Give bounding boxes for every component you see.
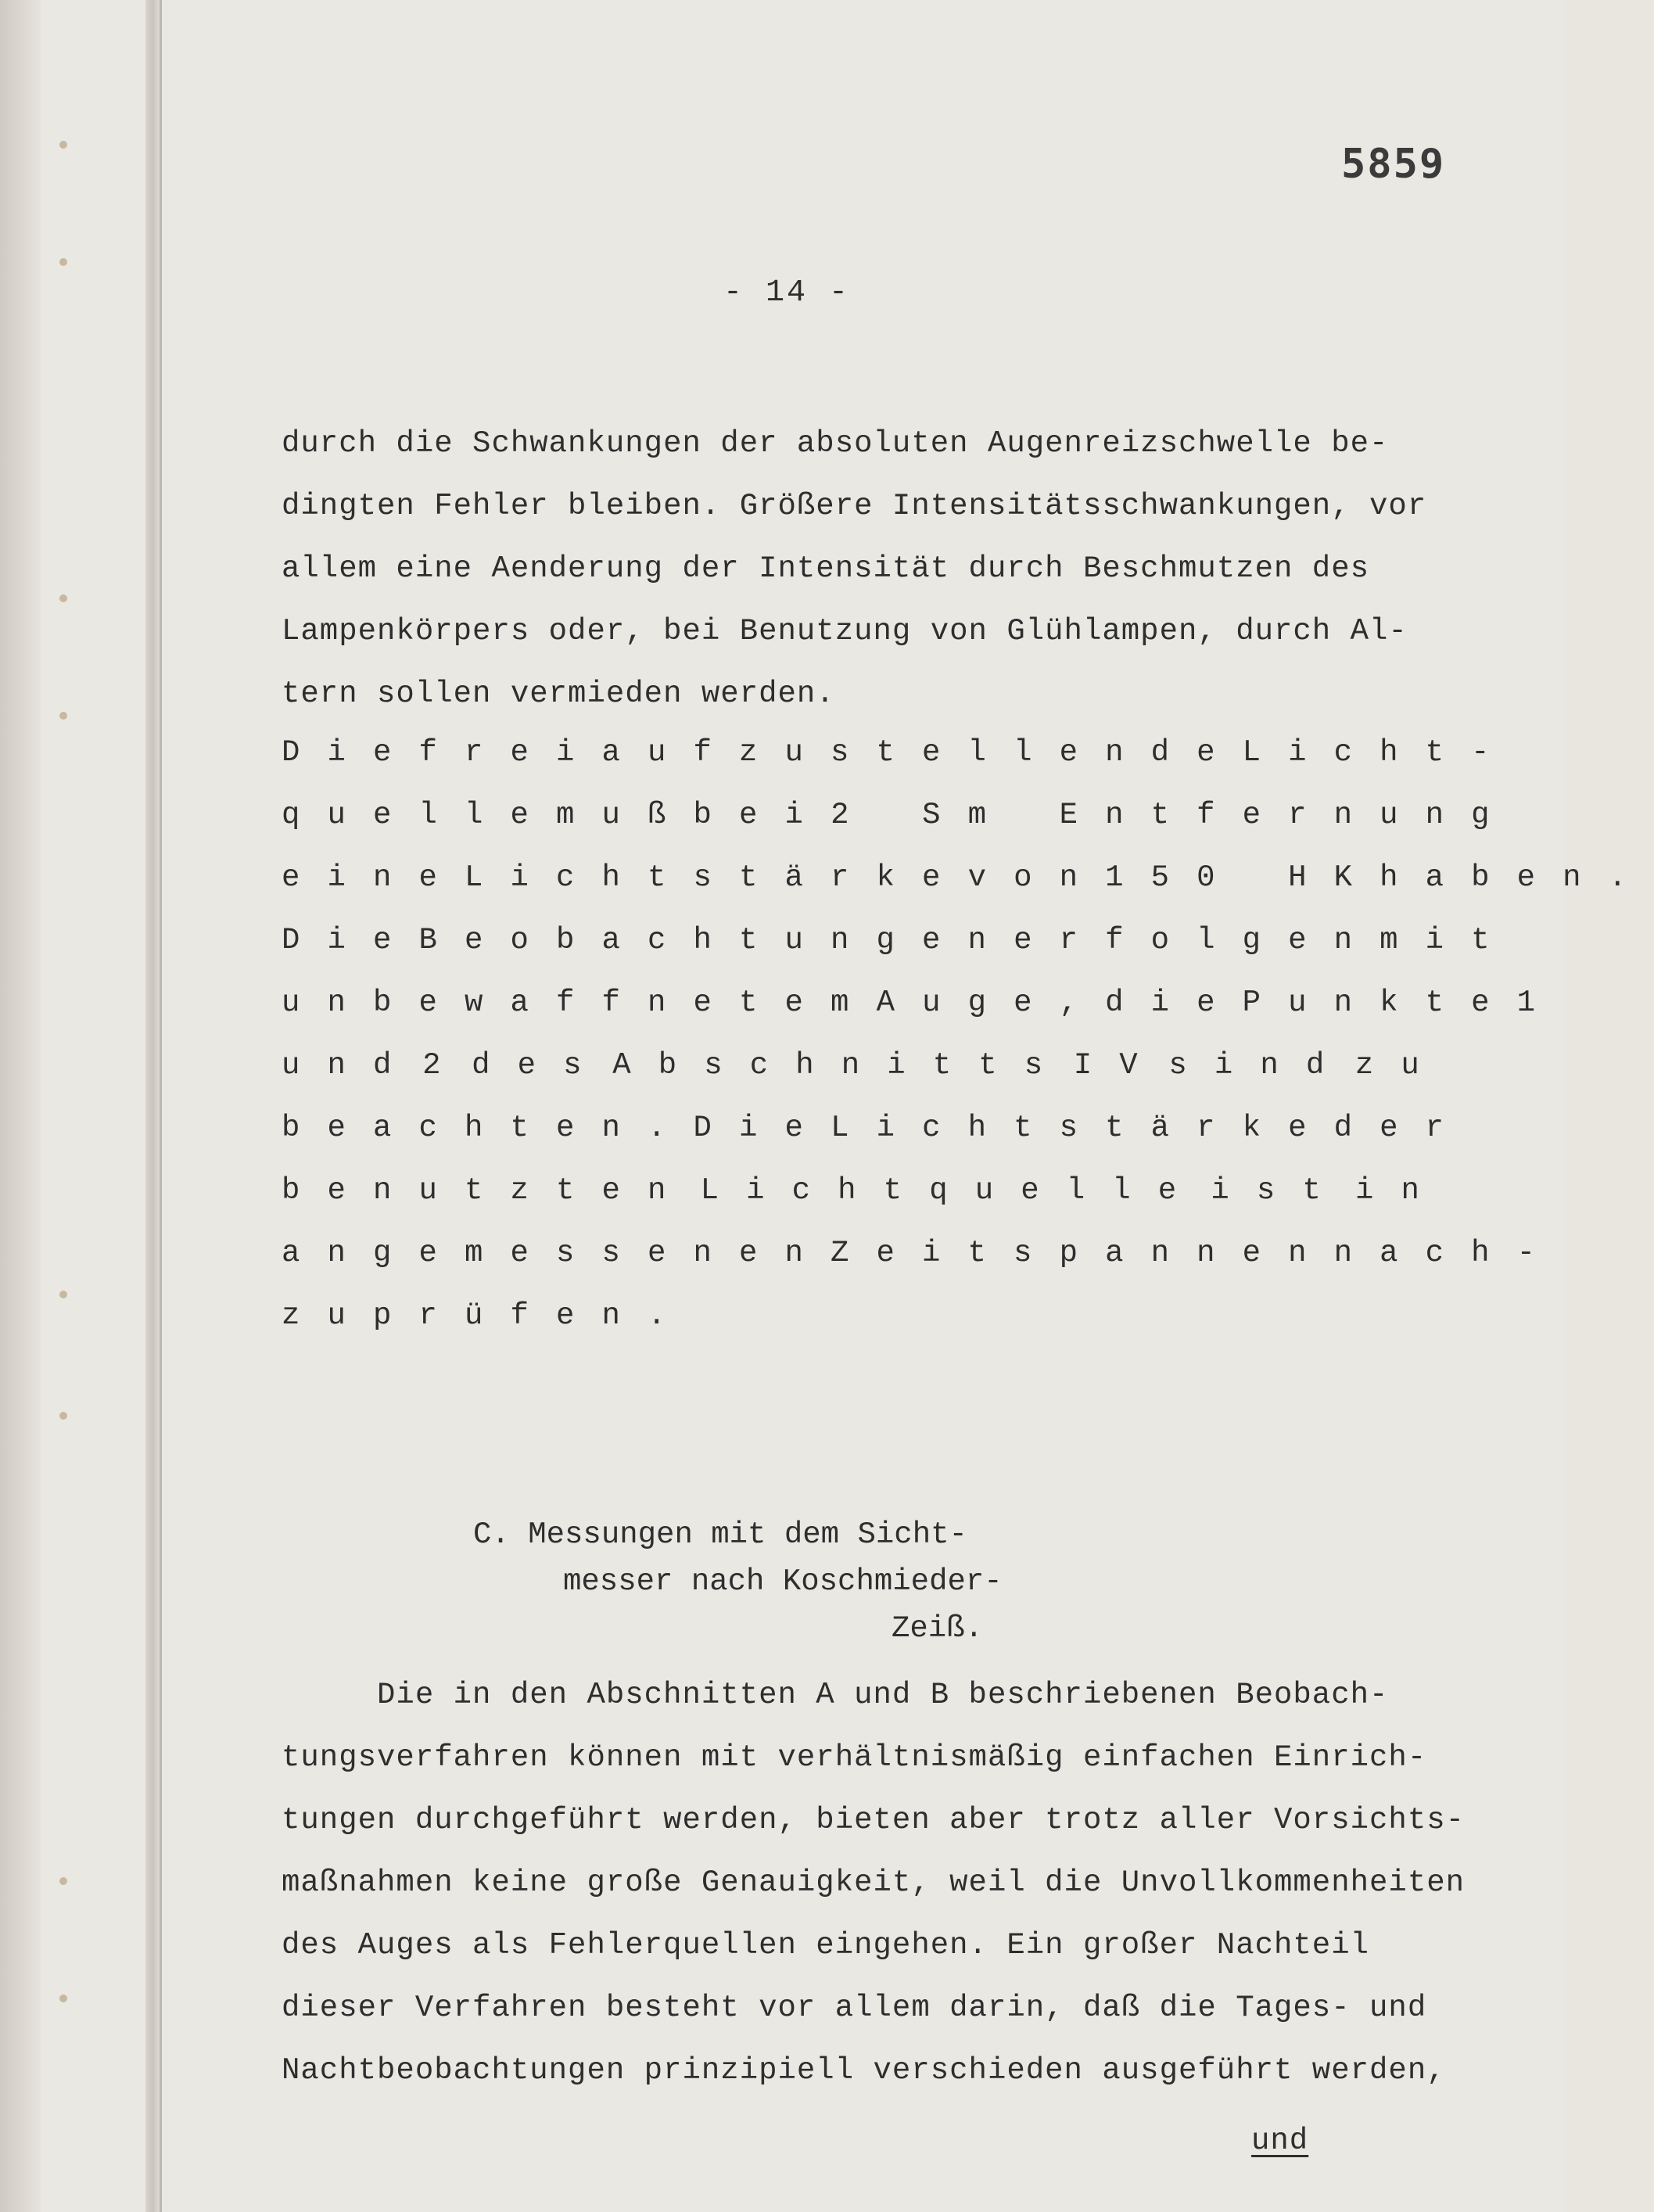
spaced-word: zuprüfen. bbox=[282, 1298, 694, 1333]
spaced-word: nach- bbox=[1333, 1236, 1563, 1270]
spaced-word: erfolgen bbox=[1014, 923, 1380, 957]
punch-hole-mark bbox=[59, 1291, 67, 1298]
spaced-word: die bbox=[1105, 986, 1243, 1020]
text-line: Lampenkörpers oder, bei Benutzung von Glühlampen, durch Al- bbox=[282, 614, 1408, 648]
spaced-word: quelle bbox=[282, 798, 557, 832]
punch-hole-mark bbox=[59, 1412, 67, 1420]
text-line: tungsverfahren können mit verhältnismäßig einfachen Einrich- bbox=[282, 1740, 1427, 1775]
spaced-word: sind bbox=[1168, 1048, 1352, 1083]
spaced-text-line bbox=[282, 798, 1517, 832]
spaced-text-line bbox=[282, 735, 1517, 770]
spaced-word: Die bbox=[282, 923, 419, 957]
spaced-word: mit bbox=[1380, 923, 1517, 957]
spaced-word: muß bbox=[556, 798, 694, 832]
spaced-word: und bbox=[282, 1048, 419, 1083]
spaced-word: Abschnitts bbox=[612, 1048, 1071, 1083]
spaced-word: Lichtstärke bbox=[831, 1111, 1334, 1145]
spaced-text-line bbox=[282, 1048, 1447, 1083]
spaced-text-line bbox=[282, 986, 1563, 1020]
archive-number-stamp: 5859 bbox=[1341, 141, 1446, 188]
text-line: allem eine Aenderung der Intensität durch Beschmutzen des bbox=[282, 551, 1370, 586]
spaced-word: Licht- bbox=[1242, 735, 1517, 770]
page-number: - 14 - bbox=[723, 275, 851, 311]
binding-strip bbox=[145, 0, 160, 2212]
text-line: Die in den Abschnitten A und B beschriebenen Beobach- bbox=[282, 1678, 1389, 1712]
punch-hole-mark bbox=[59, 1877, 67, 1885]
spaced-word: eine bbox=[282, 860, 465, 895]
spaced-text-line bbox=[282, 1173, 1447, 1208]
spaced-word: Punkte bbox=[1242, 986, 1517, 1020]
spaced-word: benutzten bbox=[282, 1173, 694, 1208]
spaced-word: 150 HK bbox=[1105, 860, 1380, 895]
spaced-word: ist bbox=[1211, 1173, 1348, 1208]
spaced-word: Die bbox=[693, 1111, 831, 1145]
spaced-text-line bbox=[282, 923, 1517, 957]
spaced-word: des bbox=[472, 1048, 609, 1083]
text-line: tungen durchgeführt werden, bieten aber trotz aller Vorsichts- bbox=[282, 1803, 1466, 1837]
spaced-word: unbewaffnetem bbox=[282, 986, 877, 1020]
spaced-word: Auge, bbox=[876, 986, 1106, 1020]
catchword: und bbox=[1251, 2124, 1309, 2158]
spaced-word: angemessenen bbox=[282, 1236, 831, 1270]
spaced-word: Zeitspannen bbox=[831, 1236, 1334, 1270]
text-line: maßnahmen keine große Genauigkeit, weil die Unvollkommenheiten bbox=[282, 1865, 1466, 1900]
spaced-word: haben. bbox=[1380, 860, 1654, 895]
spaced-word: Die bbox=[282, 735, 419, 770]
spaced-word: Beobachtungen bbox=[418, 923, 1014, 957]
section-heading-line: Zeiß. bbox=[892, 1611, 984, 1646]
spaced-word: 2 Sm Entfernung bbox=[831, 798, 1517, 832]
spaced-text-line bbox=[282, 1111, 1472, 1145]
punch-hole-mark bbox=[59, 712, 67, 720]
text-line: durch die Schwankungen der absoluten Augenreizschwelle be- bbox=[282, 426, 1389, 461]
punch-hole-mark bbox=[59, 1995, 67, 2002]
spaced-word: zu bbox=[1354, 1048, 1447, 1083]
spaced-text-line bbox=[282, 1236, 1563, 1270]
spaced-word: von bbox=[967, 860, 1106, 895]
spaced-word: Lichtstärke bbox=[465, 860, 968, 895]
text-line: dieser Verfahren besteht vor allem darin, daß die Tages- und bbox=[282, 1991, 1427, 2025]
spaced-word: freiaufzustellende bbox=[418, 735, 1243, 770]
spaced-text-line bbox=[282, 1298, 1447, 1333]
section-heading-line: messer nach Koschmieder- bbox=[563, 1564, 1003, 1599]
punch-hole-mark bbox=[59, 141, 67, 149]
text-line: dingten Fehler bleiben. Größere Intensitätsschwankungen, vor bbox=[282, 489, 1427, 523]
spaced-word: 2 bbox=[422, 1048, 468, 1083]
text-line: Nachtbeobachtungen prinzipiell verschieden ausgeführt werden, bbox=[282, 2053, 1446, 2088]
spaced-word: in bbox=[1354, 1173, 1447, 1208]
punch-hole-mark bbox=[59, 594, 67, 602]
spaced-word: Lichtquelle bbox=[700, 1173, 1204, 1208]
spaced-text-line bbox=[282, 860, 1654, 895]
text-line: tern sollen vermieden werden. bbox=[282, 677, 835, 711]
spaced-word: 1 bbox=[1516, 986, 1563, 1020]
text-line: des Auges als Fehlerquellen eingehen. Ein großer Nachteil bbox=[282, 1928, 1370, 1962]
spaced-word: beachten. bbox=[282, 1111, 694, 1145]
punch-hole-mark bbox=[59, 258, 67, 266]
spaced-word: der bbox=[1333, 1111, 1472, 1145]
section-heading-line: C. Messungen mit dem Sicht- bbox=[473, 1517, 967, 1552]
spaced-word: bei bbox=[693, 798, 831, 832]
binding-edge bbox=[160, 0, 162, 2212]
page-left-shadow bbox=[0, 0, 41, 2212]
spaced-word: IV bbox=[1073, 1048, 1165, 1083]
